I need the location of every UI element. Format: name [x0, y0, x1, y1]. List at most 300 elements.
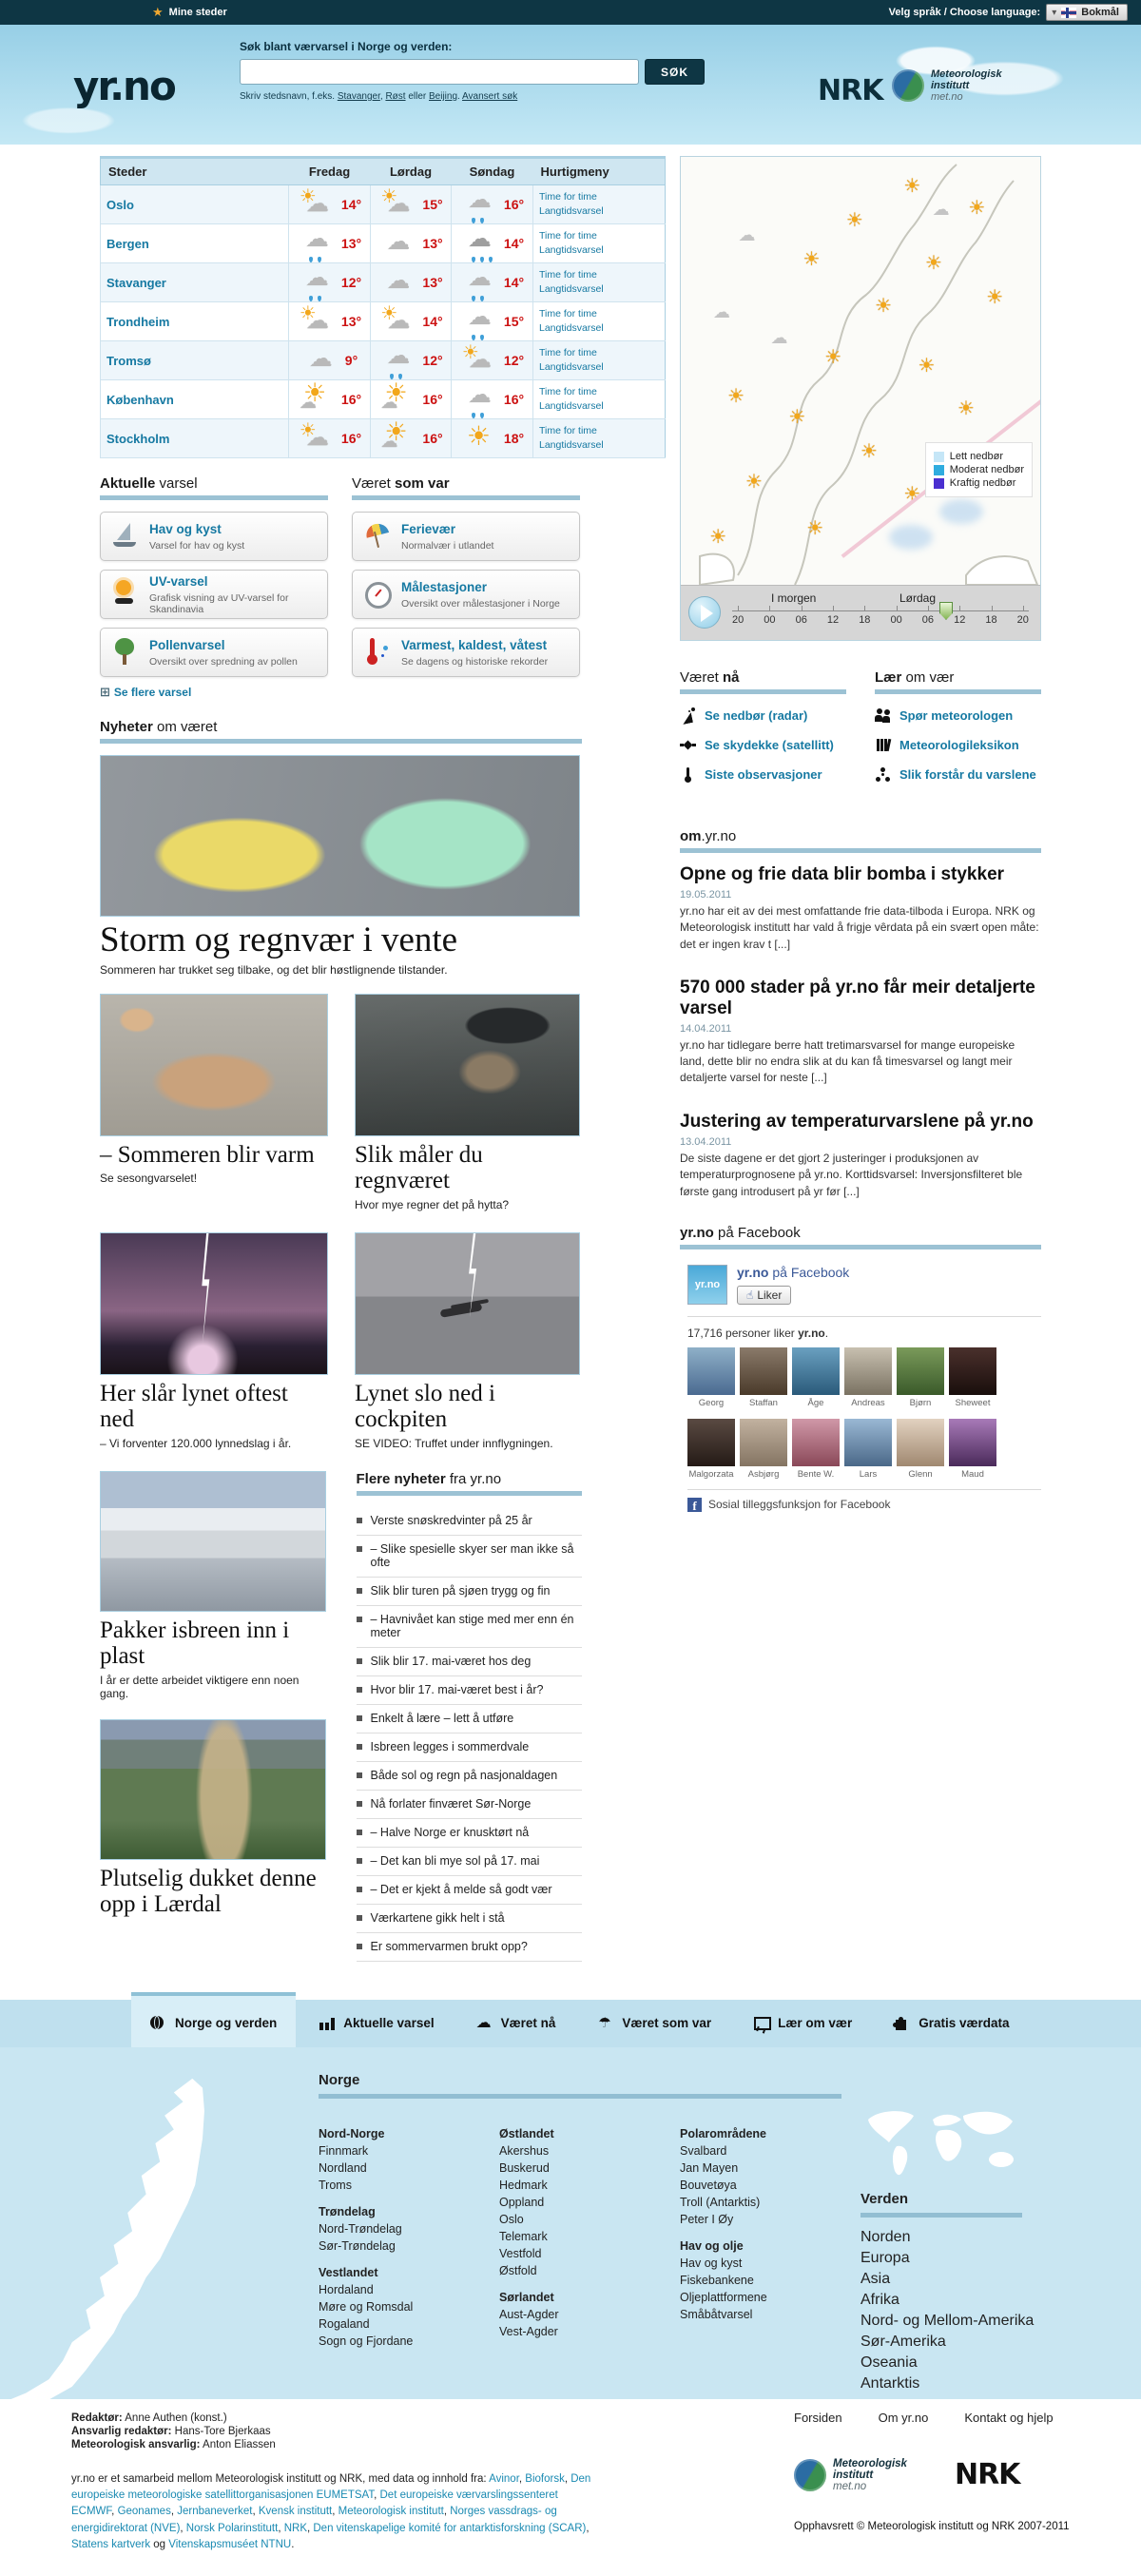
collab-segment[interactable]: Meteorologisk institutt: [338, 2506, 444, 2518]
legend-row: [934, 451, 1024, 462]
collab-segment[interactable]: ,: [111, 2506, 118, 2518]
collab-segment[interactable]: ,: [252, 2506, 259, 2518]
bullet-icon: [357, 1801, 362, 1807]
news-list-item[interactable]: [357, 1848, 583, 1876]
news-article-headline[interactable]: Lynet slo ned i cockpiten: [355, 1380, 495, 1433]
main-article-photo[interactable]: [100, 755, 580, 917]
nav-tab-label: Været nå: [500, 2016, 556, 2031]
quick-link[interactable]: [680, 737, 846, 753]
thumbs-up-icon: [746, 1288, 753, 1302]
news-list-item[interactable]: [357, 1762, 583, 1791]
facebook-person-photo[interactable]: [740, 1419, 787, 1466]
region-link[interactable]: Østlandet: [499, 2126, 554, 2140]
news-list-item[interactable]: [357, 1791, 583, 1819]
city-link[interactable]: København: [106, 392, 174, 407]
news-list-item[interactable]: [357, 1705, 583, 1733]
play-button[interactable]: [688, 596, 721, 629]
facebook-person-photo[interactable]: [897, 1347, 944, 1395]
news-list-item-label: Er sommervarmen brukt opp?: [370, 1939, 528, 1953]
facebook-person[interactable]: [844, 1347, 892, 1414]
facebook-person[interactable]: [687, 1419, 735, 1485]
news-article[interactable]: [100, 1232, 328, 1450]
news-article-photo[interactable]: [100, 1232, 328, 1375]
collab-segment[interactable]: .: [291, 2538, 295, 2550]
region-link[interactable]: Akershus: [499, 2143, 550, 2158]
long-term-link[interactable]: Langtidsvarsel: [539, 244, 604, 256]
quick-link-icon: [875, 737, 891, 753]
world-region-link[interactable]: Nord- og Mellom-Amerika: [861, 2312, 1035, 2329]
hour-by-hour-link[interactable]: Time for time: [539, 347, 597, 358]
promo-card-sub: Normalvær i utlandet: [401, 540, 494, 552]
timeline-tick: 00: [890, 614, 902, 626]
map-weather-icon: [824, 345, 841, 368]
promo-card[interactable]: [352, 570, 580, 619]
footer-nav-link[interactable]: Om yr.no: [878, 2410, 929, 2425]
news-article[interactable]: [100, 1719, 326, 1918]
bullet-icon: [357, 1658, 362, 1664]
timeline-tick: 06: [921, 614, 935, 626]
map-weather-icon: [986, 285, 1003, 308]
map-weather-icon: [709, 525, 726, 548]
collab-segment[interactable]: Statens kartverk: [71, 2538, 151, 2550]
news-article[interactable]: [100, 1471, 326, 1700]
search-hint-segment[interactable]: Røst: [385, 91, 406, 102]
promo-card[interactable]: [352, 512, 580, 561]
facebook-person-photo[interactable]: [844, 1419, 892, 1466]
about-article-headline[interactable]: Opne og frie data blir bomba i stykker: [680, 864, 1005, 884]
promo-card[interactable]: [100, 628, 328, 677]
weather-map-area[interactable]: [681, 157, 1040, 585]
region-link[interactable]: Hav og kyst: [680, 2256, 743, 2270]
long-term-link[interactable]: Langtidsvarsel: [539, 400, 604, 412]
met-footer-logo[interactable]: Meteorologisk institutt met.no: [794, 2458, 907, 2492]
language-label: Velg språk / Choose language:: [888, 7, 1041, 18]
search-hint-segment[interactable]: eller: [405, 91, 429, 102]
region-link[interactable]: Vestfold: [499, 2246, 542, 2260]
nav-tab-label: Været som var: [622, 2016, 712, 2031]
news-article-sub: I år er dette arbeidet viktigere enn noen gang.: [100, 1673, 300, 1700]
bullet-icon: [357, 1944, 362, 1949]
region-link[interactable]: Bouvetøya: [680, 2178, 737, 2192]
region-link[interactable]: Finnmark: [319, 2143, 369, 2158]
news-list-item-label: – Det kan bli mye sol på 17. mai: [370, 1853, 540, 1868]
news-article-headline[interactable]: Pakker isbreen inn i plast: [100, 1617, 290, 1670]
site-header: [0, 25, 1141, 145]
collab-segment[interactable]: og: [150, 2538, 169, 2550]
news-list-item-label: – Havnivået kan stige med mer enn én meter: [370, 1612, 574, 1639]
about-article-body: De siste dagene er det gjort 2 justeringer i produksjonen av temperaturprognosene på yr.no. Korttidsvarsel: Inversjonsfilteret ble første gang introdusert på yr før [...]: [680, 1151, 1023, 1198]
quick-link[interactable]: [680, 707, 846, 724]
facebook-person-photo[interactable]: [792, 1419, 840, 1466]
region-link[interactable]: Jan Mayen: [680, 2160, 739, 2175]
heading-rule: [352, 495, 580, 500]
hour-by-hour-link[interactable]: Time for time: [539, 425, 597, 436]
facebook-person-photo[interactable]: [740, 1347, 787, 1395]
promo-card-title: Målestasjoner: [401, 580, 488, 594]
timeline-track[interactable]: [732, 610, 1029, 611]
region-link[interactable]: Oljeplattformene: [680, 2290, 767, 2304]
map-weather-icon: [968, 196, 985, 219]
timeline-tick: 18: [985, 614, 997, 626]
region-link[interactable]: Polarområdene: [680, 2126, 767, 2140]
region-link[interactable]: Sørlandet: [499, 2290, 554, 2304]
region-footer: [0, 2047, 1141, 2399]
about-article-date: 13.04.2011: [680, 1135, 732, 1148]
facebook-person[interactable]: [792, 1347, 840, 1414]
bullet-icon: [357, 1546, 362, 1552]
quick-link[interactable]: [875, 766, 1041, 783]
hour-by-hour-link[interactable]: Time for time: [539, 191, 597, 203]
timeline-day1-label: I morgen: [771, 591, 817, 605]
collab-segment[interactable]: ,: [518, 2472, 526, 2485]
facebook-person[interactable]: [844, 1419, 892, 1485]
news-article-photo[interactable]: [355, 1232, 580, 1375]
photo-effect: [356, 1233, 579, 1374]
weather-icon: [378, 188, 418, 221]
facebook-page-avatar[interactable]: yr.no: [687, 1265, 727, 1305]
news-article-headline[interactable]: Slik måler du regnværet: [355, 1141, 483, 1194]
about-article-body: yr.no har eit av dei mest omfattande frie data-tilboda i Europa. NRK og Meteorologisk institutt har vald å frigje vêrdata på ein svært open måte: det er ingen krav t [...]: [680, 903, 1039, 951]
copyright: Opphavsrett © Meteorologisk institutt og NRK 2007-2011: [794, 2520, 1070, 2532]
map-weather-icon: [745, 470, 763, 493]
promo-card-title: Pollenvarsel: [149, 638, 225, 652]
world-region-link[interactable]: Europa: [861, 2249, 910, 2266]
region-link[interactable]: Troms: [319, 2178, 352, 2192]
news-list-item[interactable]: [357, 1507, 583, 1536]
collab-segment[interactable]: Avinor: [489, 2472, 519, 2485]
collab-segment[interactable]: Geonames: [117, 2506, 171, 2518]
facebook-person-photo[interactable]: [792, 1347, 840, 1395]
about-article-date: 19.05.2011: [680, 888, 732, 901]
news-list-item[interactable]: [357, 1733, 583, 1762]
weather-icon: [378, 344, 418, 377]
quick-link-label: Meteorologileksikon: [899, 738, 1019, 752]
promo-card[interactable]: [100, 570, 328, 619]
col-sondag: Søndag: [452, 158, 533, 185]
world-region-link[interactable]: Afrika: [861, 2291, 899, 2308]
facebook-person[interactable]: [897, 1419, 944, 1485]
collab-segment[interactable]: Den europeiske meteorologiske satellittorganisasjonen EUMETSAT: [71, 2472, 591, 2502]
temperature: 16°: [422, 431, 443, 446]
news-list-item[interactable]: [357, 1819, 583, 1848]
like-button[interactable]: ☝ Liker: [737, 1286, 791, 1305]
facebook-person[interactable]: [740, 1347, 787, 1414]
collab-segment[interactable]: NRK: [283, 2522, 307, 2534]
collab-segment[interactable]: ,: [180, 2522, 186, 2534]
news-article-photo[interactable]: [355, 994, 580, 1136]
facebook-person[interactable]: [949, 1347, 996, 1414]
collab-segment[interactable]: Den vitenskapelige komité for antarktisforskning (SCAR): [313, 2522, 587, 2534]
region-link[interactable]: Trøndelag: [319, 2204, 376, 2218]
region-link[interactable]: Vest-Agder: [499, 2324, 558, 2338]
region-link[interactable]: Nordland: [319, 2160, 367, 2175]
region-link[interactable]: Rogaland: [319, 2316, 370, 2331]
search-hint-segment[interactable]: Avansert søk: [462, 91, 518, 102]
promo-card-icon: [360, 520, 393, 552]
facebook-person-photo[interactable]: [844, 1347, 892, 1395]
news-article-photo[interactable]: [100, 1719, 326, 1860]
collab-segment[interactable]: Det europeiske værvarslingssenteret ECMWF: [71, 2489, 558, 2518]
long-term-link[interactable]: Langtidsvarsel: [539, 283, 604, 295]
region-link[interactable]: Vestlandet: [319, 2265, 378, 2279]
world-region-link[interactable]: Sør-Amerika: [861, 2333, 946, 2350]
promo-card-sub: Varsel for hav og kyst: [149, 540, 245, 552]
language-dropdown[interactable]: [1046, 4, 1128, 21]
map-weather-icon: [889, 525, 933, 550]
facebook-person[interactable]: [740, 1419, 787, 1485]
quick-link-icon: [680, 737, 696, 753]
nav-tab[interactable]: [578, 2000, 730, 2047]
news-list-item-label: Verste snøskredvinter på 25 år: [370, 1513, 532, 1527]
region-link[interactable]: Sør-Trøndelag: [319, 2238, 396, 2253]
promo-card-title: Hav og kyst: [149, 522, 222, 536]
collab-segment[interactable]: ,: [332, 2506, 338, 2518]
city-link[interactable]: Stockholm: [106, 431, 170, 446]
facebook-person-name: Glenn: [908, 1468, 933, 1480]
footer-nav-link[interactable]: Forsiden: [794, 2410, 842, 2425]
col-hurtigmeny: Hurtigmeny: [533, 158, 666, 185]
facebook-page-link[interactable]: yr.no på Facebook: [737, 1264, 850, 1280]
legend-label: Moderat nedbør: [949, 464, 1024, 475]
collab-segment[interactable]: Bioforsk: [525, 2472, 565, 2485]
nav-tab[interactable]: [131, 1992, 296, 2047]
hour-by-hour-link[interactable]: Time for time: [539, 269, 597, 281]
nav-tab-icon: [476, 2016, 493, 2031]
city-link[interactable]: Stavanger: [106, 275, 166, 290]
news-list-item-label: – Slike spesielle skyer ser man ikke så ofte: [370, 1541, 574, 1569]
facebook-person-photo[interactable]: [687, 1419, 735, 1466]
promo-card-icon: [108, 578, 141, 610]
region-link[interactable]: Hav og olje: [680, 2238, 744, 2253]
temperature: 13°: [340, 236, 362, 251]
search-hint-segment[interactable]: Stavanger: [337, 91, 380, 102]
news-list-item[interactable]: [357, 1933, 583, 1962]
bullet-icon: [357, 1858, 362, 1864]
region-link[interactable]: Fiskebankene: [680, 2273, 754, 2287]
region-link[interactable]: Peter I Øy: [680, 2212, 734, 2226]
yr-logo[interactable]: yr.no: [73, 63, 175, 109]
facebook-person-name: Andreas: [851, 1397, 885, 1408]
chevron-down-icon: [1052, 7, 1056, 18]
quick-link[interactable]: [680, 766, 846, 783]
world-region-link[interactable]: Oseania: [861, 2353, 918, 2371]
news-article[interactable]: [100, 994, 328, 1211]
footer-nav-link[interactable]: Kontakt og hjelp: [964, 2410, 1054, 2425]
map-weather-icon: [925, 251, 942, 274]
collab-segment[interactable]: ,: [170, 2506, 178, 2518]
forecast-table: [100, 156, 666, 458]
news-list-item[interactable]: [357, 1606, 583, 1648]
nav-tab-label: Norge og verden: [175, 2016, 278, 2031]
news-list-item[interactable]: [357, 1676, 583, 1705]
about-article-date: 14.04.2011: [680, 1022, 732, 1035]
facebook-person[interactable]: [687, 1347, 735, 1414]
news-article-headline[interactable]: Her slår lynet oftest ned: [100, 1380, 288, 1433]
weather-icon: [460, 344, 500, 377]
facebook-person-photo[interactable]: [897, 1419, 944, 1466]
collab-segment[interactable]: Norsk Polarinstitutt: [185, 2522, 279, 2534]
photo-effect: [356, 995, 579, 1135]
hour-by-hour-link[interactable]: Time for time: [539, 386, 597, 397]
nav-tab[interactable]: [457, 2000, 575, 2047]
promo-card-title: Varmest, kaldest, våtest: [401, 638, 548, 652]
news-article-headline[interactable]: – Sommeren blir varm: [100, 1141, 315, 1168]
facebook-person-photo[interactable]: [687, 1347, 735, 1395]
nav-tab[interactable]: [734, 2000, 871, 2047]
my-places[interactable]: [152, 6, 227, 20]
about-article-headline[interactable]: Justering av temperaturvarslene på yr.no: [680, 1111, 1034, 1132]
facebook-person-photo[interactable]: [949, 1347, 996, 1395]
weather-icon: [378, 305, 418, 338]
facebook-heading: yr.no på Facebook: [680, 1224, 801, 1241]
weather-icon: [298, 227, 338, 260]
news-list-item[interactable]: [357, 1905, 583, 1933]
heading-rule: [680, 1245, 1041, 1249]
map-weather-icon: [788, 405, 805, 428]
collab-segment[interactable]: Jernbaneverket: [177, 2506, 253, 2518]
region-link[interactable]: Østfold: [499, 2263, 537, 2277]
news-list-item[interactable]: [357, 1876, 583, 1905]
city-link[interactable]: Trondheim: [106, 314, 170, 329]
world-region-link[interactable]: Antarktis: [861, 2374, 920, 2392]
collab-segment[interactable]: yr.no er et samarbeid mellom Meteorologisk institutt og NRK, med data og innhold fra:: [71, 2472, 490, 2485]
quick-link-icon: [875, 766, 891, 783]
norway-flag-icon: [1061, 8, 1076, 18]
promo-card[interactable]: [100, 512, 328, 561]
search-hint-segment[interactable]: ,: [379, 91, 386, 102]
news-article[interactable]: [355, 1232, 580, 1450]
hour-by-hour-link[interactable]: Time for time: [539, 308, 597, 320]
temperature: 15°: [503, 314, 525, 329]
city-link[interactable]: Bergen: [106, 236, 149, 251]
long-term-link[interactable]: Langtidsvarsel: [539, 439, 604, 451]
news-list-item[interactable]: [357, 1648, 583, 1676]
facebook-plugin-note: [687, 1489, 1041, 1512]
main-article-headline[interactable]: Storm og regnvær i vente: [100, 920, 458, 959]
collab-segment[interactable]: Kvensk institutt: [258, 2506, 333, 2518]
news-list-item-label: Slik blir turen på sjøen trygg og fin: [370, 1583, 551, 1598]
quick-link-icon: [680, 707, 696, 724]
long-term-link[interactable]: Langtidsvarsel: [539, 322, 604, 334]
weather-icon: [301, 344, 341, 377]
news-article[interactable]: [355, 994, 580, 1211]
facebook-person[interactable]: [792, 1419, 840, 1485]
news-list-item[interactable]: [357, 1536, 583, 1578]
city-link[interactable]: Oslo: [106, 197, 134, 212]
collab-segment[interactable]: ,: [278, 2522, 284, 2534]
facebook-plugin-label: Sosial tilleggsfunksjon for Facebook: [708, 1498, 891, 1512]
region-link[interactable]: Nord-Trøndelag: [319, 2221, 402, 2236]
temperature: 13°: [422, 275, 443, 290]
about-article[interactable]: [680, 978, 1041, 1087]
search-hint-segment[interactable]: Beijing: [429, 91, 458, 102]
promo-card-sub: Oversikt over målestasjoner i Norge: [401, 598, 560, 610]
promo-card[interactable]: [352, 628, 580, 677]
nav-tab[interactable]: [875, 2000, 1028, 2047]
met-logo[interactable]: [892, 68, 1002, 103]
collab-segment[interactable]: Vitenskapsmuséet NTNU: [168, 2538, 292, 2550]
world-region-link[interactable]: Norden: [861, 2228, 911, 2245]
region-link[interactable]: Telemark: [499, 2229, 548, 2243]
long-term-link[interactable]: Langtidsvarsel: [539, 361, 604, 373]
long-term-link[interactable]: Langtidsvarsel: [539, 205, 604, 217]
news-article-sub: Hvor mye regner det på hytta?: [355, 1197, 510, 1211]
nav-tab-label: Lær om vær: [778, 2016, 853, 2031]
region-link[interactable]: Møre og Romsdal: [319, 2299, 414, 2314]
facebook-person-name: Malgorzata: [688, 1468, 734, 1480]
about-article[interactable]: [680, 864, 1041, 953]
nrk-logo[interactable]: NRK: [818, 74, 883, 107]
collab-segment[interactable]: ,: [306, 2522, 314, 2534]
search-label: Søk blant værvarsel i Norge og verden:: [240, 40, 453, 53]
see-more-forecasts-link[interactable]: ⊞ Se flere varsel: [100, 686, 328, 700]
news-list-item[interactable]: [357, 1578, 583, 1606]
facebook-person[interactable]: [897, 1347, 944, 1414]
search-hint-segment[interactable]: Skriv stedsnavn, f.eks.: [240, 91, 338, 102]
collab-segment[interactable]: ,: [374, 2489, 380, 2502]
region-link[interactable]: Aust-Agder: [499, 2307, 559, 2321]
region-link[interactable]: Hordaland: [319, 2282, 374, 2296]
map-weather-icon: [713, 302, 730, 322]
temperature: 16°: [503, 197, 525, 212]
world-region-link[interactable]: Asia: [861, 2270, 891, 2287]
quick-link[interactable]: [875, 707, 1041, 724]
hour-by-hour-link[interactable]: Time for time: [539, 230, 597, 242]
quick-link[interactable]: [875, 737, 1041, 753]
city-link[interactable]: Tromsø: [106, 353, 151, 368]
met-globe-icon: [892, 69, 924, 102]
news-article-photo[interactable]: [100, 1471, 326, 1612]
collab-segment[interactable]: Norges vassdrags- og energidirektorat (NVE): [71, 2506, 557, 2534]
news-article-photo[interactable]: [100, 994, 328, 1136]
legend-label: Kraftig nedbør: [949, 477, 1016, 489]
region-link[interactable]: Buskerud: [499, 2160, 550, 2175]
nav-tab-icon: [597, 2016, 614, 2031]
facebook-person-photo[interactable]: [949, 1419, 996, 1466]
about-article[interactable]: [680, 1112, 1041, 1200]
promo-card-sub: Grafisk visning av UV-varsel for Skandinavia: [149, 592, 289, 615]
collab-segment[interactable]: ,: [564, 2472, 571, 2485]
news-article-headline[interactable]: Plutselig dukket denne opp i Lærdal: [100, 1865, 317, 1918]
weather-map[interactable]: [680, 156, 1041, 641]
region-link[interactable]: Troll (Antarktis): [680, 2195, 761, 2209]
region-link[interactable]: Oslo: [499, 2212, 524, 2226]
collab-segment[interactable]: ,: [586, 2522, 590, 2534]
collab-segment[interactable]: ,: [443, 2506, 451, 2518]
col-steder: Steder: [101, 158, 289, 185]
verden-heading: Verden: [861, 2190, 909, 2207]
about-article-headline[interactable]: 570 000 stader på yr.no får meir detaljerte varsel: [680, 978, 1035, 1018]
region-link[interactable]: Hedmark: [499, 2178, 548, 2192]
bullet-icon: [357, 1715, 362, 1721]
nav-tab-label: Gratis værdata: [919, 2016, 1010, 2031]
photo-effect: [101, 1720, 325, 1859]
nav-tab[interactable]: [300, 2000, 453, 2047]
region-link[interactable]: Oppland: [499, 2195, 545, 2209]
region-link[interactable]: Svalbard: [680, 2143, 727, 2158]
search-button[interactable]: SØK: [645, 59, 705, 85]
forecast-table-header: [101, 158, 666, 185]
weather-icon: [460, 227, 500, 260]
search-input[interactable]: [240, 59, 639, 85]
facebook-person[interactable]: [949, 1419, 996, 1485]
search-hint-segment[interactable]: .: [457, 91, 463, 102]
bullet-icon: [357, 1687, 362, 1693]
nrk-footer-logo[interactable]: NRK: [954, 2458, 1020, 2492]
region-link[interactable]: Sogn og Fjordane: [319, 2334, 414, 2348]
region-link[interactable]: Småbåtvarsel: [680, 2307, 753, 2321]
region-link[interactable]: Nord-Norge: [319, 2126, 385, 2140]
